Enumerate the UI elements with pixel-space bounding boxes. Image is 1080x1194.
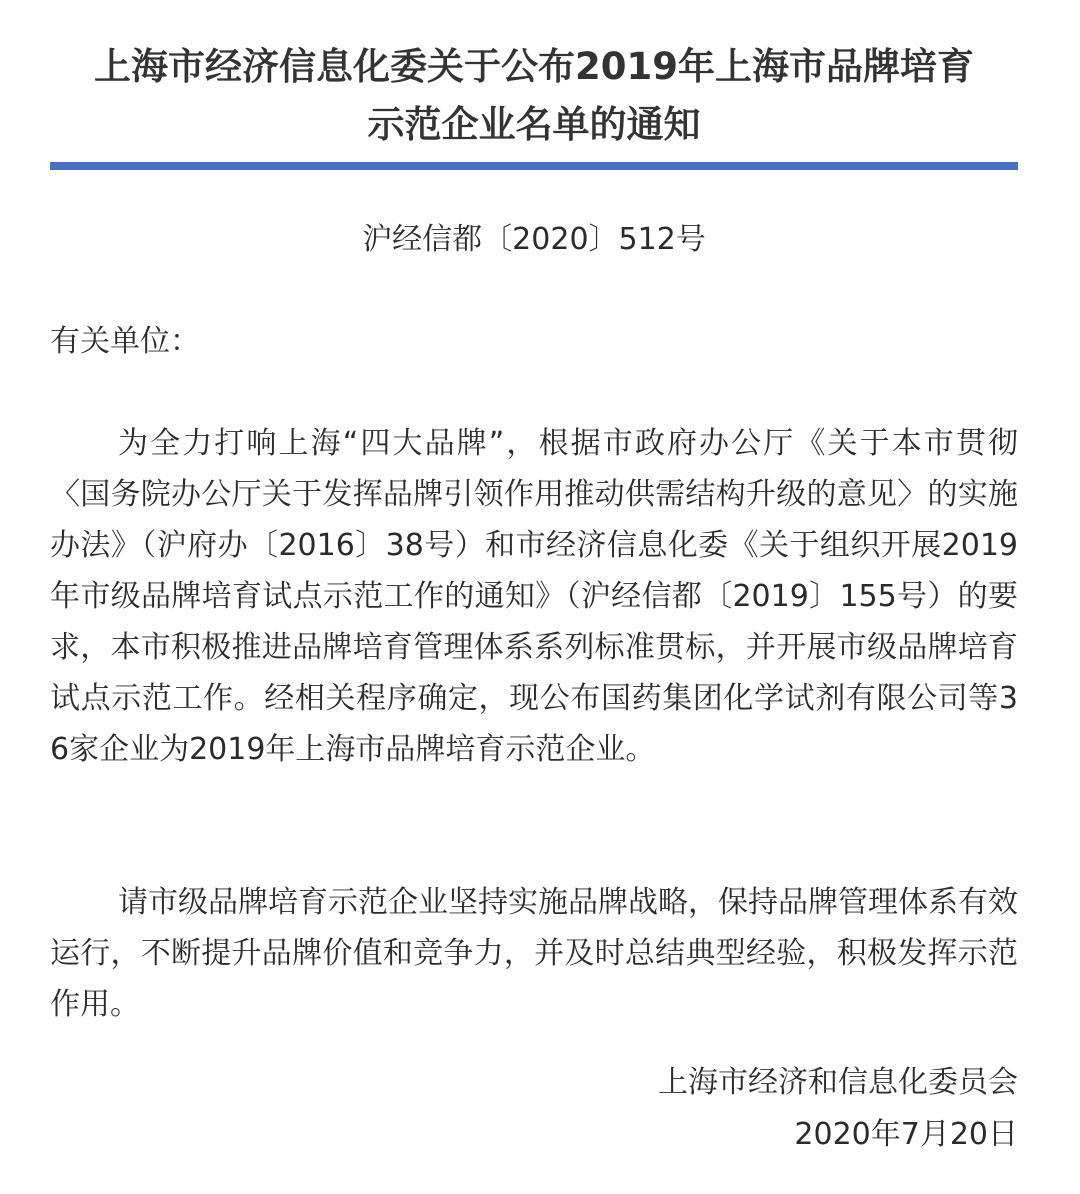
addressee: 有关单位：	[50, 324, 200, 359]
signature-date: 2020年7月20日	[794, 1117, 1018, 1152]
document-number: 沪经信都〔2020〕512号	[362, 222, 706, 257]
title-line-1: 上海市经济信息化委关于公布2019年上海市品牌培育	[94, 45, 974, 88]
page-title	[50, 38, 1018, 154]
body-paragraph-2: 请市级品牌培育示范企业坚持实施品牌战略，保持品牌管理体系有效运行，不断提升品牌价值和竞争力，并及时总结典型经验，积极发挥示范作用。	[50, 885, 1018, 1022]
signature-organization: 上海市经济和信息化委员会	[658, 1065, 1018, 1100]
title-line-2: 示范企业名单的通知	[367, 103, 701, 146]
title-divider	[50, 162, 1018, 170]
body-paragraph-1: 为全力打响上海“四大品牌”，根据市政府办公厅《关于本市贯彻〈国务院办公厅关于发挥品牌引领作用推动供需结构升级的意见〉的实施办法》（沪府办〔2016〕38号）和市经济信息化委《关于组织开展2019年市级品牌培育试点示范工作的通知》（沪经信都〔2019〕155号）的要求，本市积极推进品牌培育管理体系系列标准贯标，并开展市级品牌培育试点示范工作。经相关程序确定，现公布国药集团化学试剂有限公司等36家企业为2019年上海市品牌培育示范企业。	[50, 426, 1018, 767]
